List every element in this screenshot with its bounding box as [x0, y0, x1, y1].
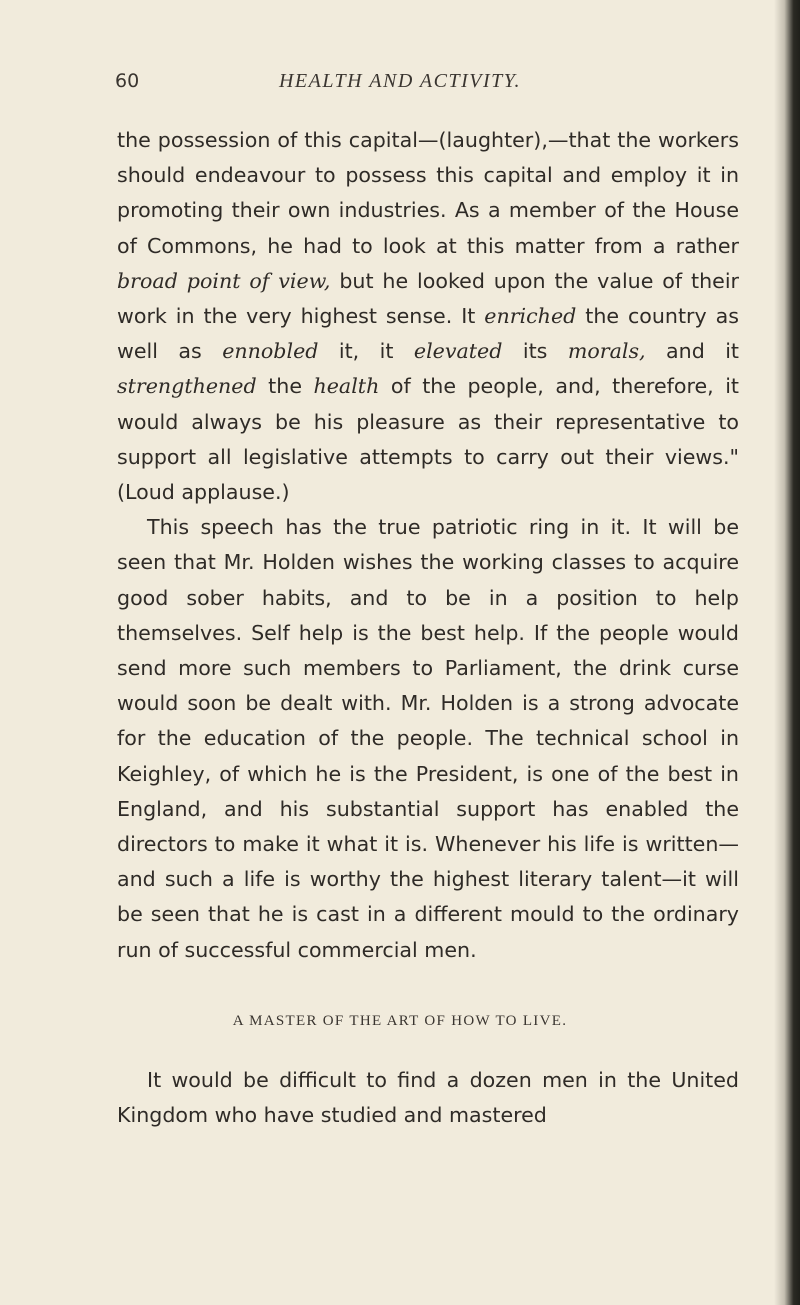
italic-phrase: enriched	[484, 304, 577, 329]
paragraph-1: the possession of this capital—(laughter),—that the workers should endeavour to possess this capital and employ it in promoting their own industries. As a member of the House of Commons, he had to look at this matter from a rather broad point of view, but he looked upon the value of their work in the very highest sense. It enriched the country as well as ennobled it, it elevated its morals, and it strengthened the health of the people, and, therefore, it would always be his pleasure as their representative to support all legislative attempts to carry out their views." (Loud applause.)	[117, 128, 740, 505]
italic-phrase: strengthened	[117, 374, 257, 399]
page-edge-shadow	[774, 0, 800, 1305]
body-text	[117, 123, 739, 968]
section-heading: A MASTER OF THE ART OF HOW TO LIVE.	[232, 1013, 568, 1029]
italic-phrase: ennobled	[222, 339, 319, 364]
italic-phrase: broad point of view,	[117, 268, 331, 293]
italic-phrase: elevated	[413, 339, 503, 364]
paragraph-2: This speech has the true patriotic ring in it. It will be seen that Mr. Holden wishes the working classes to acquire good sober habits, and to be in a position to help themselves. Self help is the best help. If the people would send more such members to Parliament, the drink curse would soon be dealt with. Mr. Holden is a strong advocate for the education of the people. The technical school in Keighley, of which he is the President, is one of the best in England, and his substantial support has enabled the directors to make it what it is. Whenever his life is written—and such a life is worthy the highest literary talent—it will be seen that he is cast in a different mould to the ordinary run of successful commercial men.	[117, 515, 739, 962]
page-number: 60	[115, 70, 140, 92]
italic-phrase: morals,	[567, 339, 646, 364]
italic-phrase: health	[313, 374, 380, 399]
page-header	[0, 70, 800, 100]
body-text-continued	[117, 1063, 739, 1133]
paragraph-3: It would be difficult to find a dozen men in the United Kingdom who have studied and mastered	[117, 1068, 739, 1128]
running-head: HEALTH AND ACTIVITY.	[278, 70, 522, 92]
